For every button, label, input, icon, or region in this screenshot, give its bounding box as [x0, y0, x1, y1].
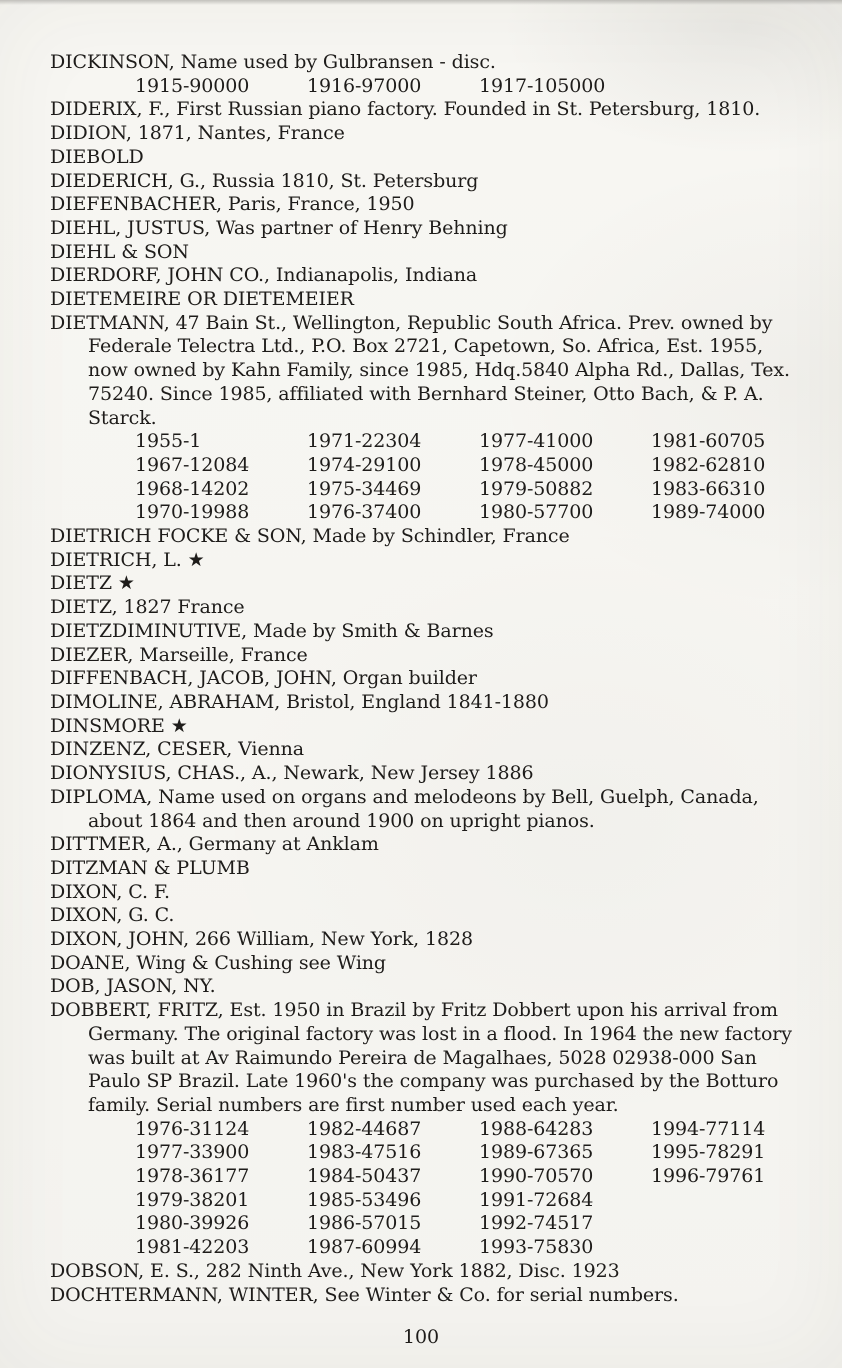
entry-line: DIETRICH FOCKE & SON, Made by Schindler, France [50, 525, 570, 548]
serial-number-cell: 1981-42203 [135, 1236, 250, 1259]
serial-number-cell: 1978-36177 [135, 1165, 250, 1188]
serial-number-cell: 1968-14202 [135, 477, 250, 500]
entry-line: DIDION, 1871, Nantes, France [50, 122, 345, 145]
serial-number-row [135, 1212, 812, 1236]
page-body [50, 51, 812, 1307]
serial-number-cell: 1979-50882 [479, 477, 594, 500]
entry-line: DIXON, JOHN, 266 William, New York, 1828 [50, 928, 474, 951]
entry-line: DOCHTERMANN, WINTER, See Winter & Co. for serial numbers. [50, 1283, 679, 1306]
serial-number-cell: 1984-50437 [307, 1165, 422, 1188]
serial-number-cell: 1986-57015 [307, 1212, 422, 1235]
entry-line: DIONYSIUS, CHAS., A., Newark, New Jersey 1886 [50, 762, 534, 785]
entry-line: DIDERIX, F., First Russian piano factory. Founded in St. Petersburg, 1810. [50, 98, 761, 121]
serial-number-cell: 1994-77114 [651, 1117, 766, 1140]
serial-number-cell: 1990-70570 [479, 1165, 594, 1188]
serial-number-cell: 1976-31124 [135, 1117, 250, 1140]
serial-number-row [135, 75, 812, 99]
serial-number-cell: 1987-60994 [307, 1236, 422, 1259]
entry-line: DIETZ, 1827 France [50, 596, 245, 619]
serial-number-cell: 1970-19988 [135, 501, 250, 524]
serial-number-cell: 1978-45000 [479, 453, 594, 476]
entry-line: DICKINSON, Name used by Gulbransen - disc. [50, 51, 496, 73]
entry-continuation-line: Paulo SP Brazil. Late 1960's the company was purchased by the Botturo [88, 1070, 779, 1093]
serial-number-cell: 1955-1 [135, 430, 202, 453]
serial-number-cell: 1991-72684 [479, 1188, 594, 1211]
serial-number-cell: 1982-62810 [651, 453, 766, 476]
entry-line: DIEFENBACHER, Paris, France, 1950 [50, 193, 415, 216]
entry-line: DOBSON, E. S., 282 Ninth Ave., New York 1882, Disc. 1923 [50, 1259, 620, 1282]
entry-line: DIPLOMA, Name used on organs and melodeons by Bell, Guelph, Canada, [50, 785, 759, 808]
entry-continuation-line: was built at Av Raimundo Pereira de Magalhaes, 5028 02938-000 San [88, 1046, 757, 1069]
serial-number-cell: 1967-12084 [135, 453, 250, 476]
serial-number-cell: 1915-90000 [135, 74, 250, 97]
serial-number-cell: 1980-39926 [135, 1212, 250, 1235]
entry-line: DIXON, G. C. [50, 904, 175, 927]
entry-line: DOANE, Wing & Cushing see Wing [50, 951, 386, 974]
entry-line: DIXON, C. F. [50, 880, 170, 903]
serial-number-row [135, 430, 812, 454]
entry-line: DINZENZ, CESER, Vienna [50, 738, 304, 761]
entry-continuation-line: family. Serial numbers are first number used each year. [88, 1093, 619, 1116]
page-top-edge-shadow [0, 0, 842, 5]
entry-line: DIETRICH, L. ★ [50, 548, 205, 571]
serial-number-cell: 1974-29100 [307, 453, 422, 476]
serial-number-cell: 1979-38201 [135, 1188, 250, 1211]
serial-number-cell: 1916-97000 [307, 74, 422, 97]
serial-number-cell: 1981-60705 [651, 430, 766, 453]
serial-number-cell: 1985-53496 [307, 1188, 422, 1211]
serial-number-row [135, 1165, 812, 1189]
entry-line: DIEDERICH, G., Russia 1810, St. Petersburg [50, 169, 479, 192]
entry-line: DIETZDIMINUTIVE, Made by Smith & Barnes [50, 619, 494, 642]
serial-number-cell [651, 1212, 823, 1236]
serial-number-cell: 1993-75830 [479, 1236, 594, 1259]
serial-number-row [135, 1141, 812, 1165]
entry-line: DITZMAN & PLUMB [50, 856, 250, 879]
serial-number-row [135, 501, 812, 525]
entry-line: DIERDORF, JOHN CO., Indianapolis, Indiana [50, 264, 478, 287]
serial-number-cell: 1917-105000 [479, 74, 606, 97]
entry-line: DIEZER, Marseille, France [50, 643, 308, 666]
entry-line: DIMOLINE, ABRAHAM, Bristol, England 1841-1880 [50, 690, 549, 713]
entry-continuation-line: 75240. Since 1985, affiliated with Bernhard Steiner, Otto Bach, & P. A. [88, 382, 764, 405]
entry-continuation-line: about 1864 and then around 1900 on upright pianos. [88, 809, 595, 832]
serial-number-cell [651, 1189, 823, 1213]
serial-number-cell: 1995-78291 [651, 1141, 766, 1164]
serial-number-cell: 1996-79761 [651, 1165, 766, 1188]
entry-line: DINSMORE ★ [50, 714, 188, 737]
serial-number-cell: 1977-41000 [479, 430, 594, 453]
page-number: 100 [402, 1326, 440, 1348]
entry-continuation-line: Federale Telectra Ltd., P.O. Box 2721, Capetown, So. Africa, Est. 1955, [88, 335, 764, 358]
entry-line: DIFFENBACH, JACOB, JOHN, Organ builder [50, 667, 477, 690]
entry-line: DIEHL, JUSTUS, Was partner of Henry Behning [50, 216, 508, 239]
serial-number-cell: 1983-47516 [307, 1141, 422, 1164]
serial-number-cell: 1983-66310 [651, 477, 766, 500]
serial-number-cell: 1992-74517 [479, 1212, 594, 1235]
entry-line: DIETEMEIRE OR DIETEMEIER [50, 288, 354, 311]
serial-number-cell: 1977-33900 [135, 1141, 250, 1164]
serial-number-cell [651, 75, 823, 99]
entry-line: DIEBOLD [50, 145, 144, 168]
serial-number-row [135, 1236, 812, 1260]
entry-line: DOBBERT, FRITZ, Est. 1950 in Brazil by Fritz Dobbert upon his arrival from [50, 999, 778, 1022]
serial-number-cell: 1988-64283 [479, 1117, 594, 1140]
entry-continuation-line: Starck. [88, 406, 157, 429]
entry-line: DITTMER, A., Germany at Anklam [50, 833, 379, 856]
serial-number-cell: 1989-67365 [479, 1141, 594, 1164]
serial-number-cell: 1980-57700 [479, 501, 594, 524]
serial-number-row [135, 1189, 812, 1213]
entry-line: DIEHL & SON [50, 240, 189, 263]
serial-number-row [135, 454, 812, 478]
entry-line: DOB, JASON, NY. [50, 975, 216, 998]
serial-number-cell: 1976-37400 [307, 501, 422, 524]
entry-continuation-line: Germany. The original factory was lost in a flood. In 1964 the new factory [88, 1022, 792, 1045]
entry-line: DIETZ ★ [50, 572, 135, 595]
serial-number-cell: 1982-44687 [307, 1117, 422, 1140]
serial-number-row [135, 478, 812, 502]
entry-continuation-line: now owned by Kahn Family, since 1985, Hdq.5840 Alpha Rd., Dallas, Tex. [88, 359, 790, 382]
entry-line: DIETMANN, 47 Bain St., Wellington, Republic South Africa. Prev. owned by [50, 311, 773, 334]
serial-number-cell: 1975-34469 [307, 477, 422, 500]
serial-number-cell [651, 1236, 823, 1260]
serial-number-cell: 1971-22304 [307, 430, 422, 453]
serial-number-row [135, 1118, 812, 1142]
serial-number-cell: 1989-74000 [651, 501, 766, 524]
